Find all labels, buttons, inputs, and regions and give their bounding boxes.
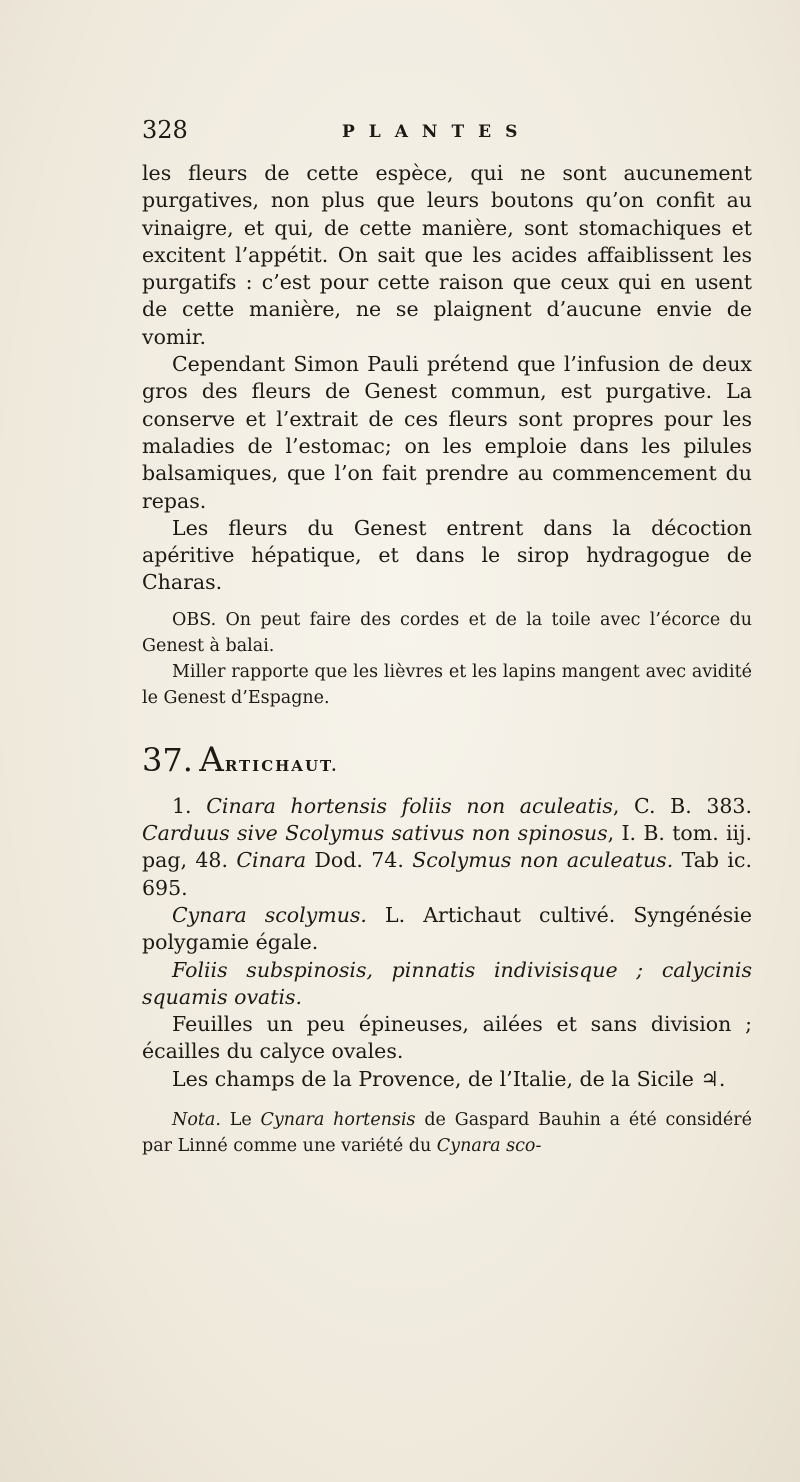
latin-description: Foliis subspinosis, pinnatis indivisisque ; calycinis squamis ovatis. [142,957,752,1009]
synonyms-paragraph: 1. Cinara hortensis foliis non aculeatis, C. B. 383. Carduus sive Scolymus sativus non spinosus, I. B. tom. iij. pag, 48. Cinara Dod. 74. Scolymus non aculeatus. Tab ic. 695. [142,793,752,900]
article-title: ARTICHAUT. [199,739,339,780]
nota-note: Nota. Le Cynara hortensis de Gaspard Bauhin a été considéré par Linné comme une variété du Cynara sco- [142,1110,752,1157]
running-title: PLANTES [342,122,532,142]
page-number: 328 [142,116,188,144]
perennial-symbol: ♃. [700,1066,726,1091]
article-heading [142,739,752,783]
page-header [142,116,750,150]
main-text [142,160,752,1159]
linnaean-name: Cynara scolymus. L. Artichaut cultivé. Syngénésie polygamie égale. [142,902,752,955]
observation-miller: Miller rapporte que les lièvres et les lapins mangent avec avidité le Genest d’Espagne. [142,661,752,708]
observation-cordes: OBS. On peut faire des cordes et de la toile avec l’écorce du Genest à balai. [142,609,752,656]
paragraph-simon-pauli: Cependant Simon Pauli prétend que l’infusion de deux gros des fleurs de Genest commun, est purgative. La conserve et l’extrait de ces fleurs sont propres pour les maladies de l’estomac; on les emploie dans les pilules balsamiques, que l’on fait prendre au commencement du repas. [142,352,752,513]
article-number: 37. [142,740,193,779]
habitat: Les champs de la Provence, de l’Italie, de la Sicile ♃. [172,1066,726,1091]
paragraph-genest-decoction: Les fleurs du Genest entrent dans la décoction apéritive hépatique, et dans le sirop hydragogue de Charas. [142,515,752,595]
french-description: Feuilles un peu épineuses, ailées et sans division ; écailles du calyce ovales. [142,1012,752,1064]
paragraph-continuation: les fleurs de cette espèce, qui ne sont aucunement purgatives, non plus que leurs boutons qu’on confit au vinaigre, et qui, de cette manière, sont stomachiques et excitent l’appétit. On sait que les acides affaiblissent les purgatifs : c’est pour cette raison que ceux qui en usent de cette manière, ne se plaignent d’aucune envie de vomir. [142,161,752,349]
